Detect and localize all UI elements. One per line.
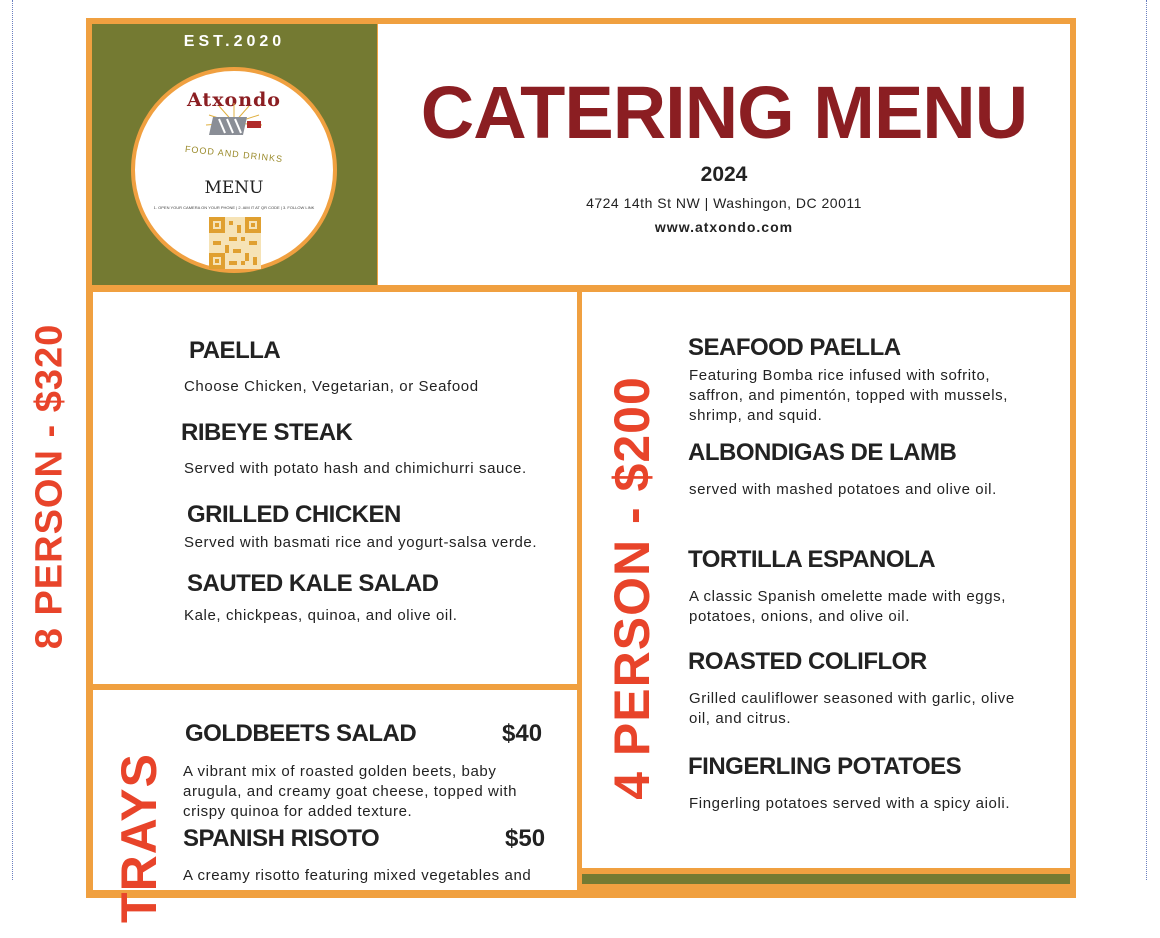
menu-item-name: FINGERLING POTATOES: [688, 753, 962, 780]
menu-item-desc: A classic Spanish omelette made with eggs, potatoes, onions, and olive oil.: [689, 588, 1007, 625]
menu-item-desc: served with mashed potatoes and olive oil.: [689, 481, 997, 498]
qr-code-icon: [209, 217, 261, 269]
menu-item-desc: Featuring Bomba rice infused with sofrito, saffron, and pimentón, topped with mussels, shrimp, and squid.: [689, 367, 1009, 424]
menu-item-price: $50: [505, 825, 546, 852]
menu-item-price: $40: [502, 720, 543, 747]
menu-item-desc: Fingerling potatoes served with a spicy aioli.: [689, 795, 1011, 812]
four-person-label: 4 PERSON - $200: [604, 376, 660, 800]
logo-menu-word: MENU: [204, 178, 264, 198]
menu-item-name: PAELLA: [189, 337, 281, 364]
page-edge-right: [1146, 0, 1147, 880]
page-title: CATERING MENU: [420, 71, 1028, 154]
brand-name: Atxondo: [187, 89, 281, 111]
menu-item-name: ROASTED COLIFLOR: [688, 648, 927, 675]
qr-instructions: 1. OPEN YOUR CAMERA ON YOUR PHONE | 2. AIM IT AT QR CODE | 3. FOLLOW LINK: [153, 205, 315, 210]
brand-tagline: FOOD AND DRINKS: [184, 143, 284, 165]
menu-item-name: GRILLED CHICKEN: [187, 501, 401, 528]
page-edge-left: [12, 0, 13, 880]
menu-item-name: RIBEYE STEAK: [181, 419, 353, 446]
logo-panel: [92, 24, 377, 285]
restaurant-address: 4724 14th St NW | Washingon, DC 20011: [586, 195, 862, 211]
menu-item-desc: A creamy risotto featuring mixed vegetables and: [183, 867, 532, 884]
established-label: EST.2020: [183, 33, 286, 50]
menu-item-name: TORTILLA ESPANOLA: [688, 546, 936, 573]
menu-item-desc: Kale, chickpeas, quinoa, and olive oil.: [184, 607, 458, 624]
menu-item-name: ALBONDIGAS DE LAMB: [688, 439, 957, 466]
menu-item-desc: Choose Chicken, Vegetarian, or Seafood: [184, 378, 479, 395]
website-link[interactable]: www.atxondo.com: [654, 219, 794, 235]
menu-item-name: SEAFOOD PAELLA: [688, 334, 901, 361]
trays-label: TRAYS: [111, 753, 167, 923]
menu-item-desc: Served with potato hash and chimichurri sauce.: [184, 460, 527, 477]
menu-item-name: SPANISH RISOTO: [183, 825, 380, 852]
menu-item-desc: A vibrant mix of roasted golden beets, baby arugula, and creamy goat cheese, topped with crispy quinoa for added texture.: [183, 763, 518, 820]
logo-badge: [131, 67, 337, 273]
footer-strip: [582, 874, 1070, 884]
knife-icon: [201, 101, 267, 145]
eight-person-label: 8 PERSON - $320: [28, 323, 71, 650]
menu-item-desc: Grilled cauliflower seasoned with garlic, olive oil, and citrus.: [689, 690, 1015, 727]
menu-item-desc: Served with basmati rice and yogurt-salsa verde.: [184, 534, 538, 551]
menu-item-name: GOLDBEETS SALAD: [185, 720, 417, 747]
menu-item-name: SAUTED KALE SALAD: [187, 570, 439, 597]
header-panel: [378, 24, 1070, 285]
menu-year: 2024: [700, 163, 748, 186]
